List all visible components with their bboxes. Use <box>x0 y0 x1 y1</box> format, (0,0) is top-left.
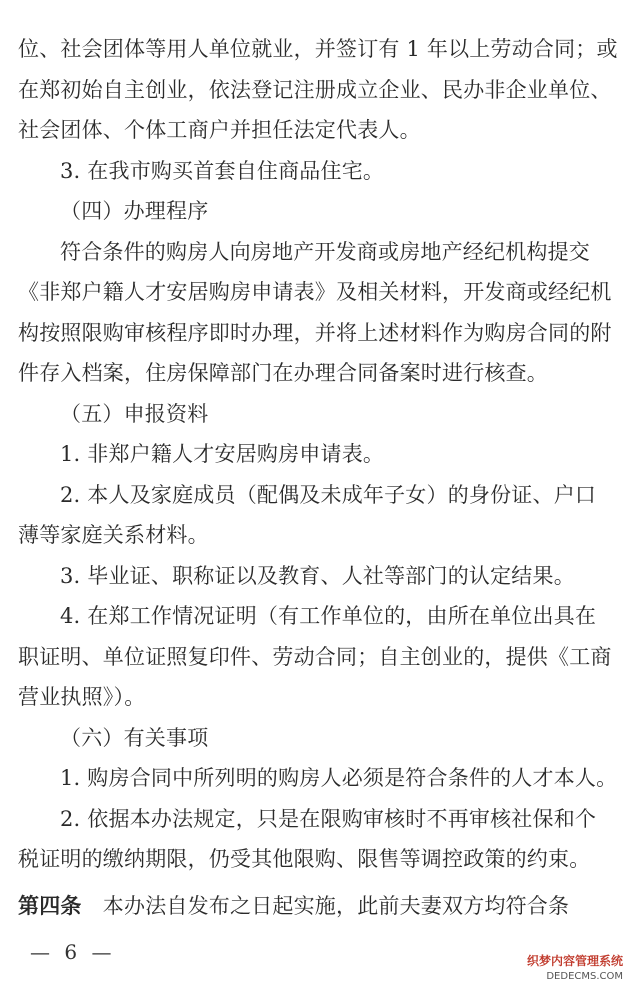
text-line-content: 3. 在我市购买首套自住商品住宅。 <box>60 158 385 183</box>
article-text: 本办法自发布之日起实施，此前夫妻双方均符合条 <box>81 893 570 918</box>
text-line <box>0 356 629 390</box>
text-line <box>0 32 629 66</box>
text-line-content: 在郑初始自主创业，依法登记注册成立企业、民办非企业单位、 <box>18 77 612 102</box>
text-line <box>0 802 629 836</box>
text-line <box>0 721 629 755</box>
text-line-content: 《非郑户籍人才安居购房申请表》及相关材料，开发商或经纪机 <box>18 280 612 304</box>
text-line-content: 3. 毕业证、职称证以及教育、人社等部门的认定结果。 <box>60 563 575 588</box>
text-line <box>0 559 629 593</box>
text-line-content: 薄等家庭关系材料。 <box>18 523 209 547</box>
text-line-content: 4. 在郑工作情况证明（有工作单位的，由所在单位出具在 <box>60 604 597 628</box>
text-line-content: 构按照限购审核程序即时办理，并将上述材料作为购房合同的附 <box>18 320 612 345</box>
text-line <box>0 761 629 795</box>
text-line-content: 件存入档案，住房保障部门在办理合同备案时进行核查。 <box>18 361 548 385</box>
watermark-logo: 织梦内容管理系统 <box>526 954 623 968</box>
text-line-content: （四）办理程序 <box>60 199 209 223</box>
text-line <box>0 113 629 147</box>
text-line-content: 营业执照》）。 <box>18 685 146 709</box>
text-line <box>0 680 629 714</box>
page-number: — 6 — <box>30 940 116 964</box>
text-line <box>0 275 629 309</box>
text-line <box>0 397 629 431</box>
text-line-content: 1. 非郑户籍人才安居购房申请表。 <box>60 442 385 466</box>
text-line-content: 税证明的缴纳期限，仍受其他限购、限售等调控政策的约束。 <box>18 847 591 871</box>
text-line <box>0 478 629 512</box>
watermark <box>503 952 623 992</box>
text-line-content: 社会团体、个体工商户并担任法定代表人。 <box>18 118 421 142</box>
text-line-content: 2. 依据本办法规定，只是在限购审核时不再审核社保和个 <box>60 806 597 831</box>
text-line <box>0 235 629 269</box>
watermark-url: DEDECMS.COM <box>546 971 623 982</box>
text-line-content: 1. 购房合同中所列明的购房人必须是符合条件的人才本人。 <box>60 766 618 790</box>
text-line-content: 位、社会团体等用人单位就业，并签订有 1 年以上劳动合同；或 <box>18 37 618 61</box>
text-line-content: （六）有关事项 <box>60 725 209 750</box>
article-four-line <box>0 889 629 923</box>
text-line <box>0 599 629 633</box>
text-line <box>0 316 629 350</box>
text-line <box>0 640 629 674</box>
article-number: 第四条 <box>18 892 82 918</box>
text-line <box>0 154 629 188</box>
text-line <box>0 194 629 228</box>
text-line-content: 职证明、单位证照复印件、劳动合同；自主创业的，提供《工商 <box>18 644 612 669</box>
text-line <box>0 842 629 876</box>
text-line <box>0 73 629 107</box>
text-line-content: （五）申报资料 <box>60 401 209 426</box>
text-line-content: 2. 本人及家庭成员（配偶及未成年子女）的身份证、户口 <box>60 482 597 507</box>
text-line <box>0 437 629 471</box>
text-line-content: 符合条件的购房人向房地产开发商或房地产经纪机构提交 <box>60 239 590 264</box>
text-line <box>0 518 629 552</box>
